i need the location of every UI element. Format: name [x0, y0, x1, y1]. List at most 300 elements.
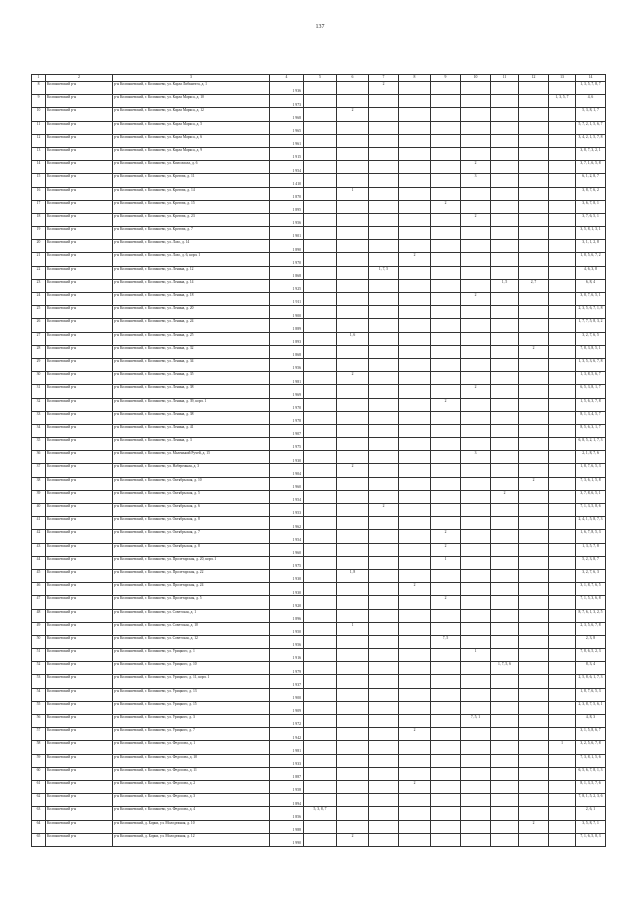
- table-cell: [461, 833, 491, 846]
- table-cell: [431, 358, 461, 371]
- table-cell: [461, 332, 491, 345]
- table-cell: [337, 688, 369, 701]
- table-row: [32, 833, 606, 846]
- table-cell: [270, 82, 304, 95]
- table-cell: [399, 794, 431, 807]
- year-value: 1 988: [292, 827, 301, 832]
- table-cell: 1, 3, 5, 7, 8: [576, 543, 606, 556]
- table-cell: [491, 583, 519, 596]
- table-cell: [491, 530, 519, 543]
- table-cell: [519, 767, 549, 780]
- table-row: [32, 728, 606, 741]
- table-cell: [549, 372, 576, 385]
- table-cell: [519, 319, 549, 332]
- table-cell: [519, 622, 549, 635]
- table-cell: 18: [32, 213, 46, 226]
- table-cell: [549, 477, 576, 490]
- table-cell: [270, 121, 304, 134]
- table-cell: [461, 240, 491, 253]
- table-cell: [549, 635, 576, 648]
- year-value: 1 956: [292, 366, 301, 371]
- table-cell: [491, 807, 519, 820]
- table-cell: [399, 213, 431, 226]
- table-cell: [519, 266, 549, 279]
- table-cell: [304, 306, 337, 319]
- table-cell: [549, 451, 576, 464]
- table-cell: [337, 82, 369, 95]
- table-cell: [549, 675, 576, 688]
- table-cell: р-н Колпашевский, г. Колпашево, ул. Федосова, д. 3: [113, 794, 270, 807]
- table-cell: [431, 794, 461, 807]
- table-cell: [369, 398, 399, 411]
- table-cell: Колпашевский р-н: [46, 490, 113, 503]
- table-cell: [399, 504, 431, 517]
- table-cell: [369, 688, 399, 701]
- table-cell: [304, 121, 337, 134]
- table-cell: [304, 161, 337, 174]
- table-cell: 1, 5: [491, 279, 519, 292]
- table-cell: [461, 121, 491, 134]
- table-row: [32, 596, 606, 609]
- table-cell: р-н Колпашевский, г. Колпашево, ул. Кротова, д. 23: [113, 213, 270, 226]
- table-cell: [369, 662, 399, 675]
- table-cell: 2, 3, 8, 7, 5, 6, 1: [576, 701, 606, 714]
- table-cell: [491, 213, 519, 226]
- table-cell: [304, 543, 337, 556]
- table-cell: [461, 675, 491, 688]
- table-cell: [431, 121, 461, 134]
- table-cell: 8, 1, 3, 5, 7, 6: [576, 780, 606, 793]
- table-cell: [549, 174, 576, 187]
- table-row: [32, 332, 606, 345]
- table-cell: [337, 754, 369, 767]
- table-cell: [369, 543, 399, 556]
- table-cell: Колпашевский р-н: [46, 358, 113, 371]
- table-row: [32, 794, 606, 807]
- table-cell: [491, 358, 519, 371]
- table-cell: [549, 464, 576, 477]
- table-cell: Колпашевский р-н: [46, 95, 113, 108]
- table-cell: [461, 319, 491, 332]
- table-cell: [491, 833, 519, 846]
- table-row: [32, 279, 606, 292]
- table-cell: Колпашевский р-н: [46, 517, 113, 530]
- table-cell: р-н Колпашевский, г. Колпашево, ул. Лазо, д. 14: [113, 240, 270, 253]
- table-cell: [431, 438, 461, 451]
- table-cell: 2: [337, 108, 369, 121]
- table-cell: Колпашевский р-н: [46, 174, 113, 187]
- table-cell: [549, 490, 576, 503]
- table-cell: [519, 147, 549, 160]
- table-cell: 8: [32, 82, 46, 95]
- table-cell: [270, 372, 304, 385]
- table-row: [32, 504, 606, 517]
- table-cell: [491, 477, 519, 490]
- table-cell: [369, 490, 399, 503]
- page-number: 137: [315, 24, 325, 30]
- year-value: 1 960: [292, 485, 301, 490]
- table-cell: р-н Колпашевский, г. Колпашево, ул. Ленина, д. 35: [113, 372, 270, 385]
- table-cell: [461, 688, 491, 701]
- table-row: [32, 293, 606, 306]
- table-cell: [461, 95, 491, 108]
- table-cell: р-н Колпашевский, д. Борки, ул. Молодежная, д. 12: [113, 833, 270, 846]
- table-cell: [431, 569, 461, 582]
- year-value: 1 890: [292, 247, 301, 252]
- table-cell: [431, 490, 461, 503]
- table-cell: [304, 147, 337, 160]
- table-cell: [519, 490, 549, 503]
- table-cell: [461, 504, 491, 517]
- table-cell: [549, 596, 576, 609]
- table-cell: [399, 688, 431, 701]
- table-cell: р-н Колпашевский, г. Колпашево, ул. Комсомола, д. 6: [113, 161, 270, 174]
- table-cell: 33: [32, 411, 46, 424]
- table-cell: Колпашевский р-н: [46, 134, 113, 147]
- table-cell: 2: [461, 213, 491, 226]
- table-cell: 27: [32, 332, 46, 345]
- table-cell: 1, 6: [337, 332, 369, 345]
- table-cell: 51: [32, 649, 46, 662]
- table-cell: р-н Колпашевский, д. Борки, ул. Молодежная, д. 10: [113, 820, 270, 833]
- table-cell: р-н Колпашевский, г. Колпашево, ул. Ленина, д. 38: [113, 411, 270, 424]
- table-cell: [491, 200, 519, 213]
- table-row: [32, 556, 606, 569]
- table-cell: [519, 213, 549, 226]
- table-cell: [431, 293, 461, 306]
- table-row: [32, 688, 606, 701]
- table-cell: [491, 820, 519, 833]
- table-cell: 41: [32, 517, 46, 530]
- table-cell: 3, 2, 5, 6, 7, 8: [576, 741, 606, 754]
- table-cell: 2: [399, 583, 431, 596]
- table-row: [32, 147, 606, 160]
- table-cell: [399, 411, 431, 424]
- table-cell: [519, 609, 549, 622]
- table-cell: 6, 5, 6, 7, 8, 1, 3: [576, 767, 606, 780]
- year-value: 1 961: [292, 142, 301, 147]
- table-row: [32, 227, 606, 240]
- table-cell: [337, 134, 369, 147]
- table-cell: [519, 504, 549, 517]
- table-row: [32, 767, 606, 780]
- table-cell: [369, 372, 399, 385]
- table-cell: [461, 583, 491, 596]
- year-value: 1 990: [292, 841, 301, 846]
- table-cell: [304, 596, 337, 609]
- table-cell: [519, 833, 549, 846]
- table-cell: [399, 200, 431, 213]
- table-cell: [369, 754, 399, 767]
- table-cell: [519, 438, 549, 451]
- table-cell: [431, 504, 461, 517]
- table-cell: Колпашевский р-н: [46, 372, 113, 385]
- table-cell: 3, 8, 7, 6, 2: [576, 187, 606, 200]
- table-cell: 3, 8, 7, 3, 2, 1: [576, 147, 606, 160]
- table-cell: Колпашевский р-н: [46, 187, 113, 200]
- year-value: 1 969: [292, 392, 301, 397]
- table-cell: [337, 807, 369, 820]
- table-cell: Колпашевский р-н: [46, 306, 113, 319]
- table-cell: [399, 833, 431, 846]
- table-cell: [491, 675, 519, 688]
- table-cell: [491, 649, 519, 662]
- table-cell: [491, 266, 519, 279]
- table-cell: [337, 161, 369, 174]
- table-cell: [549, 517, 576, 530]
- table-row: [32, 213, 606, 226]
- table-cell: [461, 662, 491, 675]
- table-cell: [399, 477, 431, 490]
- table-row: [32, 134, 606, 147]
- table-cell: [304, 833, 337, 846]
- table-cell: Колпашевский р-н: [46, 398, 113, 411]
- year-value: 1 954: [292, 537, 301, 542]
- table-cell: 8, 1, 3, 4, 5, 7: [576, 411, 606, 424]
- table-cell: [369, 411, 399, 424]
- table-cell: Колпашевский р-н: [46, 319, 113, 332]
- table-cell: р-н Колпашевский, г. Колпашево, ул. Ленина, д. 12: [113, 266, 270, 279]
- year-value: 1 973: [292, 102, 301, 107]
- table-cell: 31: [32, 385, 46, 398]
- table-cell: [549, 411, 576, 424]
- table-cell: [461, 609, 491, 622]
- table-cell: [491, 147, 519, 160]
- table-cell: [304, 701, 337, 714]
- table-cell: [461, 556, 491, 569]
- table-cell: [270, 266, 304, 279]
- table-cell: [549, 200, 576, 213]
- table-cell: 25: [32, 306, 46, 319]
- table-cell: [549, 293, 576, 306]
- table-cell: 7, 3, 6, 1, 5, 8: [576, 477, 606, 490]
- table-cell: [304, 569, 337, 582]
- table-cell: 55: [32, 701, 46, 714]
- table-cell: 2: [399, 253, 431, 266]
- year-value: 1 896: [292, 616, 301, 621]
- table-cell: р-н Колпашевский, г. Колпашево, ул. Карла Либкнехта, д. 1: [113, 82, 270, 95]
- table-cell: Колпашевский р-н: [46, 121, 113, 134]
- table-cell: [369, 649, 399, 662]
- table-cell: 2: [461, 385, 491, 398]
- table-cell: [549, 187, 576, 200]
- table-cell: [270, 464, 304, 477]
- table-cell: [431, 622, 461, 635]
- year-value: 1 975: [292, 564, 301, 569]
- table-cell: [399, 767, 431, 780]
- table-cell: [304, 794, 337, 807]
- table-cell: [369, 675, 399, 688]
- table-cell: [304, 438, 337, 451]
- table-cell: [549, 556, 576, 569]
- table-cell: 2: [399, 780, 431, 793]
- table-cell: [519, 715, 549, 728]
- table-cell: 3, 7, 1, 6, 5, 8: [576, 161, 606, 174]
- table-cell: [431, 279, 461, 292]
- table-cell: 21: [32, 253, 46, 266]
- table-cell: [519, 227, 549, 240]
- table-cell: [519, 200, 549, 213]
- table-cell: [369, 200, 399, 213]
- year-value: 1 410: [292, 181, 301, 186]
- table-row: [32, 358, 606, 371]
- table-cell: [491, 609, 519, 622]
- table-cell: [270, 741, 304, 754]
- table-cell: 2: [461, 293, 491, 306]
- year-value: 1 953: [292, 511, 301, 516]
- table-cell: [549, 820, 576, 833]
- table-cell: р-н Колпашевский, г. Колпашево, ул. Октябрьская, д. 8: [113, 543, 270, 556]
- year-value: 1 870: [292, 194, 301, 199]
- table-cell: [431, 477, 461, 490]
- table-row: [32, 780, 606, 793]
- table-cell: [431, 187, 461, 200]
- table-cell: 30: [32, 372, 46, 385]
- table-cell: [491, 385, 519, 398]
- table-cell: [491, 688, 519, 701]
- table-cell: [549, 161, 576, 174]
- table-cell: [519, 411, 549, 424]
- table-cell: [549, 345, 576, 358]
- table-row: [32, 635, 606, 648]
- table-cell: [369, 319, 399, 332]
- column-header-10: 10: [461, 75, 491, 82]
- table-cell: [549, 807, 576, 820]
- table-cell: [304, 622, 337, 635]
- table-cell: 3, 8, 7, 6, 5, 1: [576, 293, 606, 306]
- table-cell: [461, 227, 491, 240]
- table-cell: 53: [32, 675, 46, 688]
- table-cell: [431, 754, 461, 767]
- table-cell: [491, 556, 519, 569]
- table-cell: р-н Колпашевский, г. Колпашево, ул. Октябрьская, д. 10: [113, 477, 270, 490]
- table-cell: [399, 649, 431, 662]
- table-cell: [369, 358, 399, 371]
- table-cell: [270, 662, 304, 675]
- table-cell: [337, 583, 369, 596]
- table-cell: [491, 332, 519, 345]
- table-cell: [461, 306, 491, 319]
- table-cell: [519, 451, 549, 464]
- table-cell: [549, 424, 576, 437]
- table-cell: [491, 728, 519, 741]
- table-cell: 2, 4, 1, 5, 8, 7, 3: [576, 517, 606, 530]
- table-cell: р-н Колпашевский, г. Колпашево, ул. Ленина, д. 20: [113, 306, 270, 319]
- table-cell: [431, 451, 461, 464]
- table-cell: [549, 662, 576, 675]
- table-cell: 38: [32, 477, 46, 490]
- table-cell: [519, 728, 549, 741]
- table-cell: [304, 358, 337, 371]
- table-cell: [369, 741, 399, 754]
- table-cell: 3, 5, 8, 1, 3, 1: [576, 227, 606, 240]
- table-cell: [337, 253, 369, 266]
- table-cell: [270, 332, 304, 345]
- table-cell: [304, 741, 337, 754]
- table-cell: 1, 6, 7, 8, 5, 3: [576, 530, 606, 543]
- table-cell: 6, 5, 3, 8, 1, 7: [576, 385, 606, 398]
- table-row: [32, 108, 606, 121]
- table-cell: Колпашевский р-н: [46, 213, 113, 226]
- table-cell: 2: [491, 490, 519, 503]
- table-cell: Колпашевский р-н: [46, 530, 113, 543]
- table-row: [32, 569, 606, 582]
- year-value: 1 981: [292, 379, 301, 384]
- table-cell: 2: [519, 477, 549, 490]
- table-cell: [491, 319, 519, 332]
- table-cell: [369, 108, 399, 121]
- table-cell: [519, 754, 549, 767]
- year-value: 1 909: [292, 709, 301, 714]
- table-cell: [461, 477, 491, 490]
- table-cell: [337, 266, 369, 279]
- table-cell: р-н Колпашевский, г. Колпашево, ул. Федосова, д. 11: [113, 767, 270, 780]
- table-cell: [461, 187, 491, 200]
- table-cell: 45: [32, 569, 46, 582]
- table-cell: 7, 8, 1, 5, 2, 3, 6: [576, 794, 606, 807]
- table-cell: [270, 688, 304, 701]
- table-cell: 34: [32, 424, 46, 437]
- table-cell: р-н Колпашевский, г. Колпашево, ул. Федосова, д. 2: [113, 780, 270, 793]
- table-cell: [431, 174, 461, 187]
- table-row: [32, 319, 606, 332]
- table-cell: 7, 1, 5, 3, 6, 8: [576, 596, 606, 609]
- table-cell: 2, 3, 8: [576, 635, 606, 648]
- table-cell: р-н Колпашевский, г. Колпашево, ул. Федосова, д. 1: [113, 741, 270, 754]
- table-cell: [337, 95, 369, 108]
- table-cell: [399, 490, 431, 503]
- table-cell: [304, 780, 337, 793]
- table-cell: р-н Колпашевский, г. Колпашево, ул. Октябрьская, д. 6: [113, 504, 270, 517]
- table-cell: Колпашевский р-н: [46, 253, 113, 266]
- table-cell: 2: [519, 345, 549, 358]
- table-row: [32, 372, 606, 385]
- table-row: [32, 253, 606, 266]
- column-header-4: 4: [270, 75, 304, 82]
- table-cell: Колпашевский р-н: [46, 754, 113, 767]
- table-cell: [549, 121, 576, 134]
- year-value: 1 925: [292, 287, 301, 292]
- year-value: 1 950: [292, 630, 301, 635]
- table-cell: 2: [399, 728, 431, 741]
- table-cell: р-н Колпашевский, г. Колпашево, ул. Урицкого, д. 1: [113, 649, 270, 662]
- year-value: 1 887: [292, 775, 301, 780]
- table-cell: [461, 820, 491, 833]
- table-cell: [304, 319, 337, 332]
- table-cell: [304, 240, 337, 253]
- table-cell: р-н Колпашевский, г. Колпашево, ул. Ленина, д. 24: [113, 319, 270, 332]
- table-cell: [337, 438, 369, 451]
- year-value: 1 970: [292, 260, 301, 265]
- table-cell: [270, 820, 304, 833]
- table-cell: [369, 161, 399, 174]
- table-cell: [519, 134, 549, 147]
- table-cell: 4, 6: [576, 95, 606, 108]
- table-cell: 7, 8, 6, 5, 2, 3: [576, 649, 606, 662]
- table-cell: р-н Колпашевский, г. Колпашево, ул. Кротова, д. 11: [113, 174, 270, 187]
- column-header-11: 11: [491, 75, 519, 82]
- table-cell: [549, 833, 576, 846]
- table-cell: [270, 398, 304, 411]
- table-cell: [399, 543, 431, 556]
- table-cell: 1, 7, 5: [369, 266, 399, 279]
- table-cell: [270, 385, 304, 398]
- table-cell: 3: [461, 451, 491, 464]
- table-cell: [549, 728, 576, 741]
- table-cell: 20: [32, 240, 46, 253]
- table-cell: [431, 372, 461, 385]
- table-cell: [549, 688, 576, 701]
